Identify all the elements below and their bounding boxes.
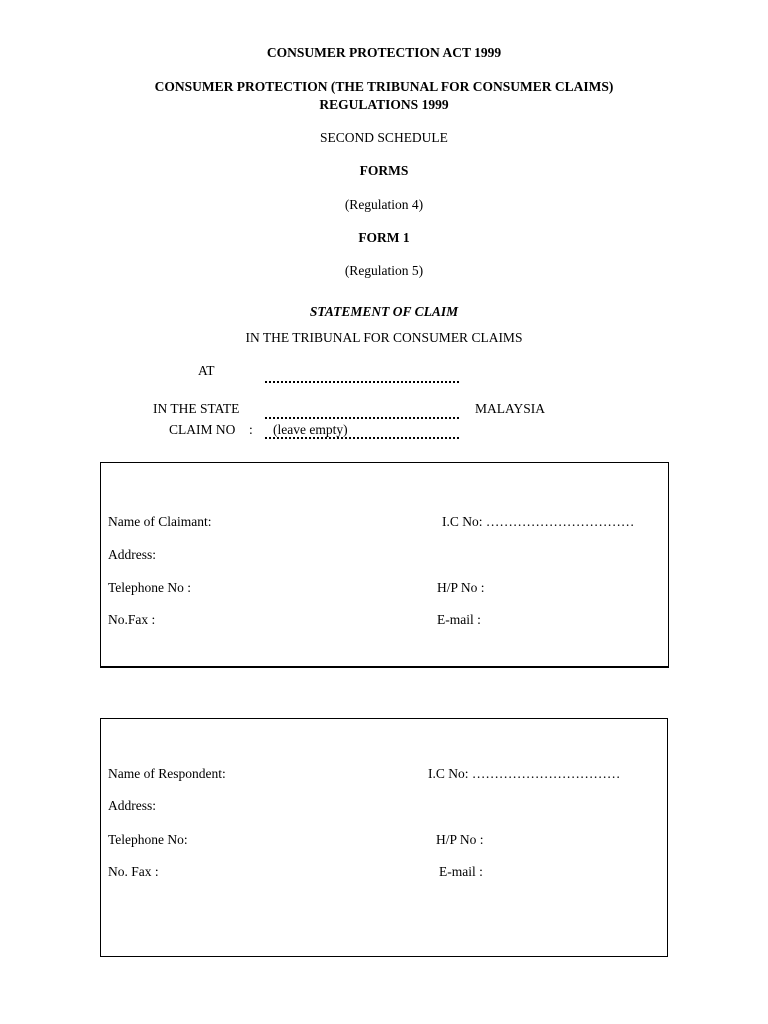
respondent-email-label: E-mail : — [439, 864, 483, 879]
claim-no-value: (leave empty) — [273, 422, 348, 437]
country-label: MALAYSIA — [475, 401, 546, 416]
claimant-ic-label: I.C No: …………………………… — [442, 514, 635, 529]
form-number: FORM 1 — [358, 230, 410, 245]
regulation-5-reference: (Regulation 5) — [344, 263, 424, 278]
at-label: AT — [198, 363, 215, 378]
claimant-hp-label: H/P No : — [437, 580, 485, 595]
claimant-details-box — [100, 462, 669, 668]
respondent-fax-label: No. Fax : — [108, 864, 159, 879]
claimant-email-label: E-mail : — [437, 612, 481, 627]
claim-no-colon: : — [249, 422, 253, 437]
tribunal-heading: IN THE TRIBUNAL FOR CONSUMER CLAIMS — [245, 330, 523, 345]
forms-heading: FORMS — [359, 163, 409, 178]
statement-of-claim-title: STATEMENT OF CLAIM — [309, 304, 459, 319]
claim-no-label: CLAIM NO — [169, 422, 236, 437]
regulations-title-line1: CONSUMER PROTECTION (THE TRIBUNAL FOR CONSUMER CLAIMS) — [154, 79, 614, 94]
claimant-address-label: Address: — [108, 547, 156, 562]
respondent-hp-label: H/P No : — [436, 832, 484, 847]
claim-no-field[interactable] — [265, 437, 459, 439]
claimant-fax-label: No.Fax : — [108, 612, 156, 627]
respondent-ic-label: I.C No: …………………………… — [428, 766, 621, 781]
respondent-name-label: Name of Respondent: — [108, 766, 226, 781]
respondent-telephone-label: Telephone No: — [108, 832, 188, 847]
at-field[interactable] — [265, 381, 459, 383]
regulation-4-reference: (Regulation 4) — [344, 197, 424, 212]
state-label: IN THE STATE — [153, 401, 240, 416]
claimant-telephone-label: Telephone No : — [108, 580, 192, 595]
respondent-address-label: Address: — [108, 798, 156, 813]
schedule-heading: SECOND SCHEDULE — [320, 130, 448, 145]
claimant-name-label: Name of Claimant: — [108, 514, 212, 529]
regulations-title-line2: REGULATIONS 1999 — [319, 97, 449, 112]
state-field[interactable] — [265, 417, 459, 419]
act-title: CONSUMER PROTECTION ACT 1999 — [266, 45, 502, 60]
